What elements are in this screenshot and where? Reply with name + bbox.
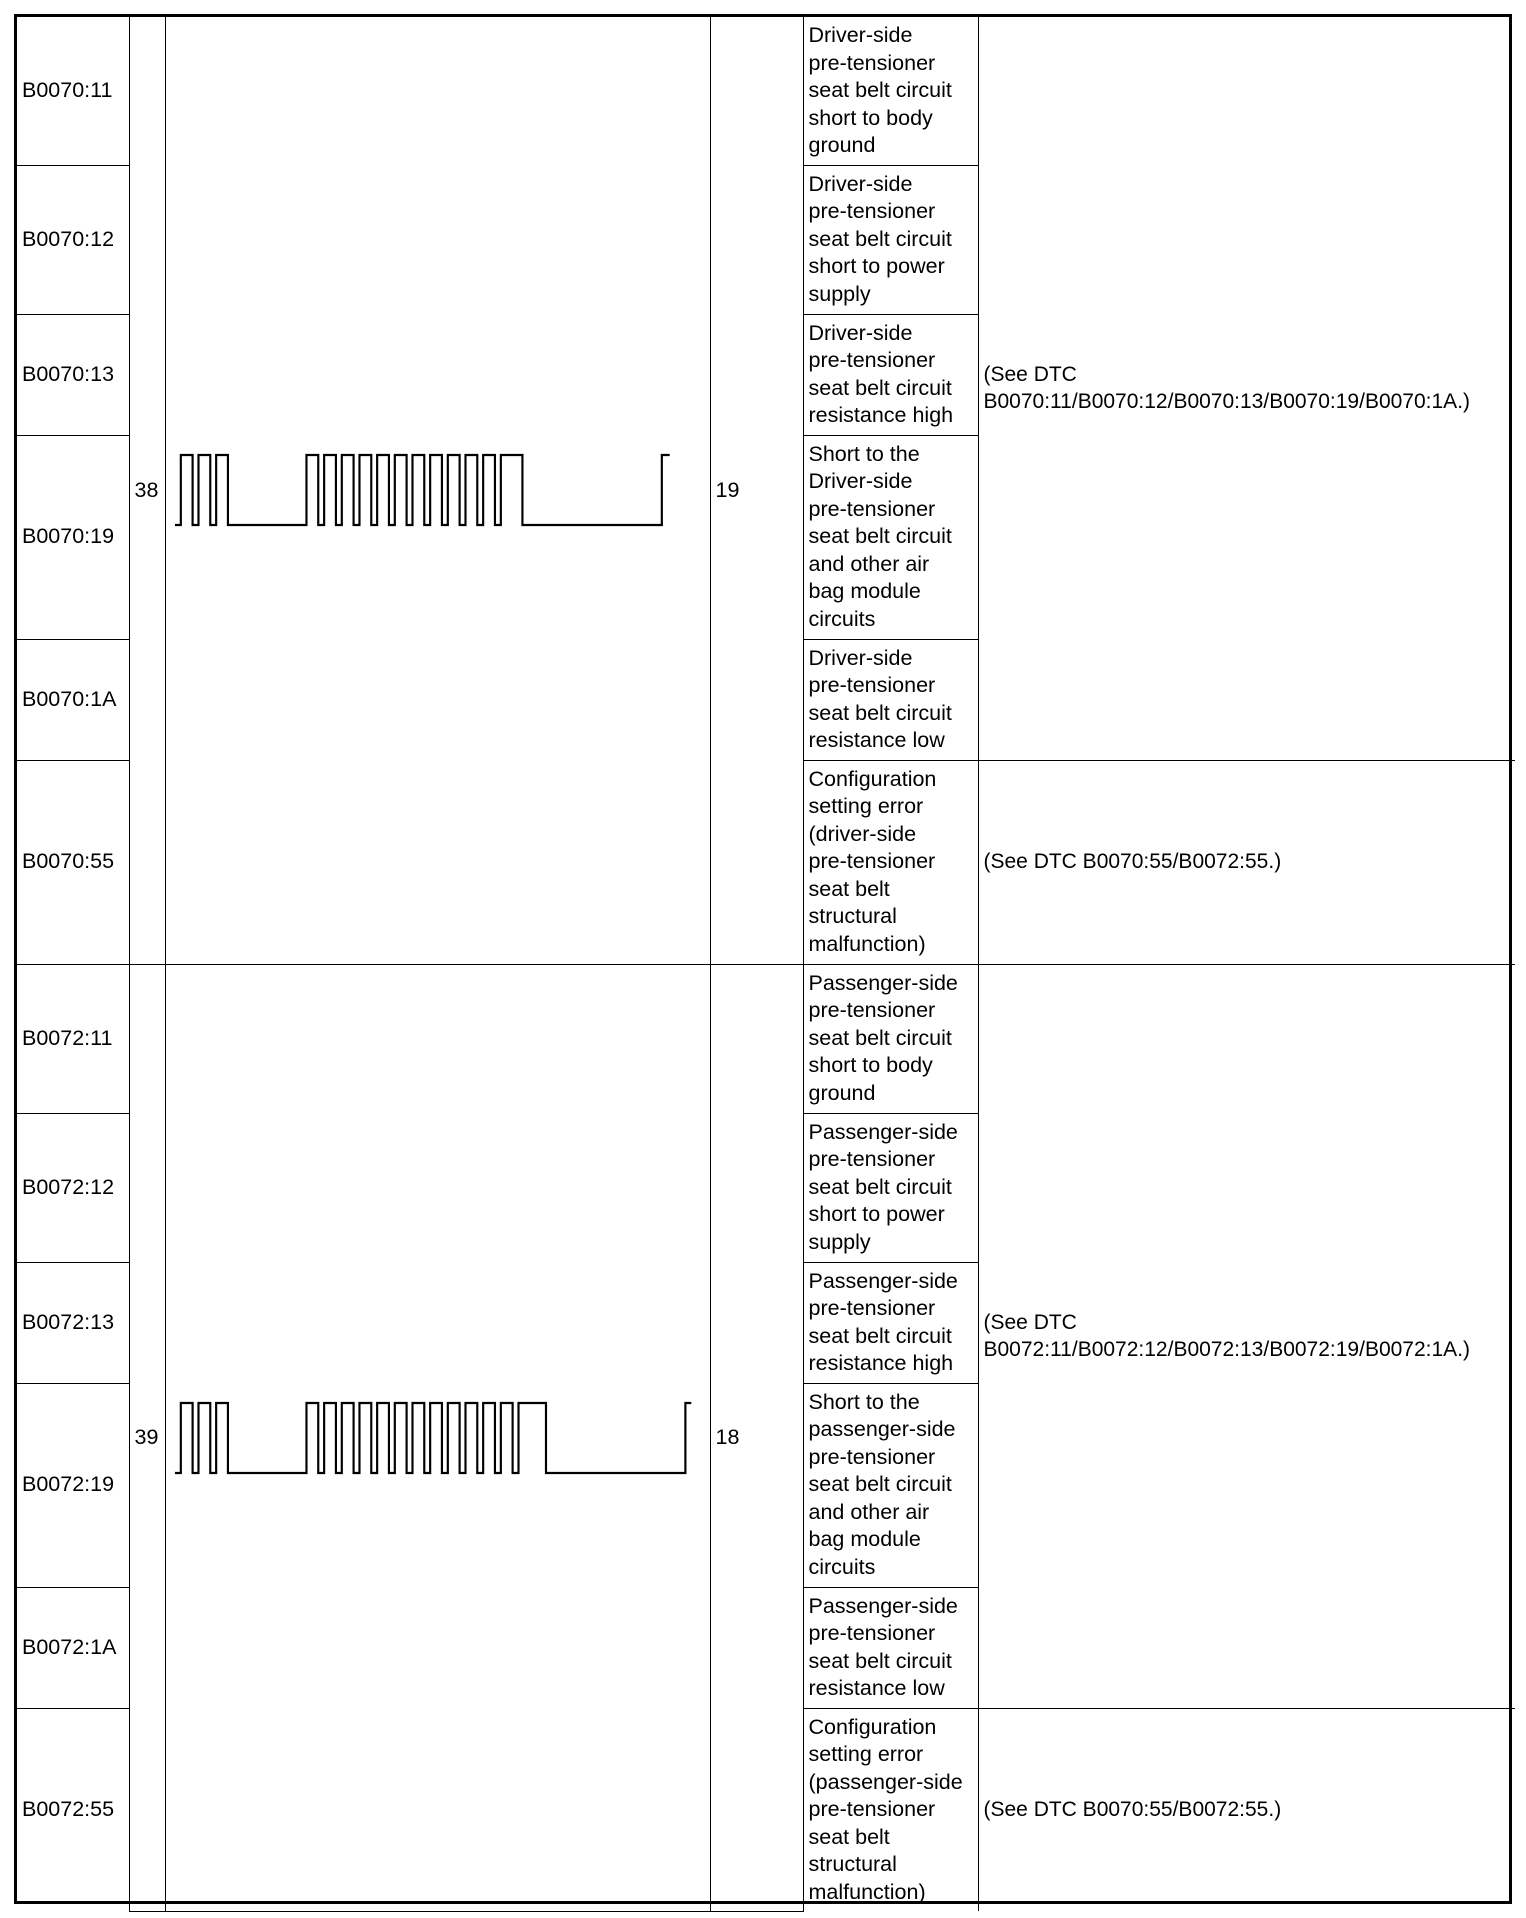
dtc-description <box>803 1587 978 1708</box>
dtc-code: B0070:19 <box>17 435 129 639</box>
description-line: Short to the <box>808 441 920 466</box>
counterpart-terminal-number: 18 <box>710 964 803 1911</box>
description-line: pre-tensioner <box>808 348 936 372</box>
description-line: short to power <box>808 1202 945 1227</box>
dtc-code: B0072:19 <box>17 1383 129 1587</box>
description-line: setting error <box>808 794 924 819</box>
description-line: seat belt circuit <box>808 78 952 102</box>
dtc-description <box>803 435 978 639</box>
dtc-code: B0072:11 <box>17 964 129 1113</box>
dtc-description <box>803 760 978 964</box>
description-line: Driver-side <box>808 23 913 47</box>
description-line: seat belt circuit <box>808 524 952 549</box>
pulse-waveform-diagram <box>171 455 706 525</box>
description-line: structural <box>808 904 897 929</box>
description-line: Configuration <box>808 766 937 791</box>
description-line: pre-tensioner <box>808 496 936 521</box>
description-line: ground <box>808 133 876 157</box>
waveform-line <box>174 455 669 525</box>
description-line: resistance low <box>808 728 945 752</box>
description-line: bag module <box>808 579 921 604</box>
dtc-description <box>803 17 978 165</box>
description-line: (passenger-side <box>808 1769 963 1794</box>
description-line: passenger-side <box>808 1417 956 1442</box>
description-line: seat belt circuit <box>808 1323 952 1348</box>
dtc-description <box>803 1113 978 1262</box>
counterpart-terminal-number: 19 <box>710 17 803 964</box>
description-line: Passenger-side <box>808 1593 958 1618</box>
waveform-cell <box>165 964 710 1911</box>
description-line: short to body <box>808 1053 933 1078</box>
description-line: circuits <box>808 606 876 631</box>
waveform-cell <box>165 17 710 964</box>
description-line: seat belt circuit <box>808 700 952 725</box>
dtc-code: B0072:55 <box>17 1708 129 1911</box>
description-line: pre-tensioner <box>808 1621 936 1645</box>
dtc-code: B0072:1A <box>17 1587 129 1708</box>
description-line: Passenger-side <box>808 1268 958 1293</box>
description-line: seat belt circuit <box>808 1472 952 1497</box>
dtc-table <box>17 17 1515 1912</box>
dtc-table-page <box>14 14 1512 1904</box>
dtc-code: B0070:1A <box>17 639 129 760</box>
reference-line: (See DTC B0070:55/B0072:55.) <box>983 1798 1282 1821</box>
description-line: resistance high <box>808 403 954 427</box>
dtc-code: B0070:12 <box>17 165 129 314</box>
reference-line: B0072:11/B0072:12/B0072:13/B0072:19/B0072:1A.) <box>983 1338 1471 1361</box>
dtc-code: B0072:12 <box>17 1113 129 1262</box>
terminal-number: 39 <box>129 964 165 1911</box>
reference-line: (See DTC <box>983 362 1077 386</box>
description-line: Driver-side <box>808 320 913 345</box>
reference-line: B0070:11/B0070:12/B0070:13/B0070:19/B0070:1A.) <box>983 390 1471 414</box>
description-line: circuits <box>808 1554 876 1579</box>
dtc-code: B0070:55 <box>17 760 129 964</box>
description-line: setting error <box>808 1742 924 1766</box>
description-line: seat belt circuit <box>808 1174 952 1199</box>
reference-line: (See DTC B0070:55/B0072:55.) <box>983 850 1282 874</box>
dtc-description <box>803 1708 978 1911</box>
description-line: and other air <box>808 551 930 576</box>
description-line: resistance low <box>808 1676 945 1700</box>
dtc-reference <box>978 17 1515 760</box>
description-line: seat belt <box>808 876 890 901</box>
description-line: Short to the <box>808 1389 920 1414</box>
description-line: seat belt circuit <box>808 1025 952 1050</box>
description-line: pre-tensioner <box>808 673 936 697</box>
description-line: malfunction) <box>808 1879 926 1904</box>
description-line: pre-tensioner <box>808 1444 936 1469</box>
description-line: seat belt <box>808 1824 890 1849</box>
description-line: Driver-side <box>808 469 913 494</box>
dtc-reference <box>978 964 1515 1708</box>
description-line: pre-tensioner <box>808 849 936 874</box>
description-line: resistance high <box>808 1351 954 1375</box>
dtc-description <box>803 964 978 1113</box>
terminal-number: 38 <box>129 17 165 964</box>
description-line: supply <box>808 1229 871 1254</box>
description-line: malfunction) <box>808 931 926 956</box>
dtc-code: B0072:13 <box>17 1262 129 1383</box>
description-line: Passenger-side <box>808 1119 958 1144</box>
reference-line: (See DTC <box>983 1310 1077 1334</box>
dtc-description <box>803 314 978 435</box>
description-line: pre-tensioner <box>808 199 936 224</box>
description-line: supply <box>808 281 871 306</box>
description-line: seat belt circuit <box>808 1648 952 1673</box>
dtc-description <box>803 639 978 760</box>
description-line: Passenger-side <box>808 970 958 995</box>
dtc-description <box>803 1262 978 1383</box>
pulse-waveform-diagram <box>171 1403 706 1473</box>
description-line: pre-tensioner <box>808 1296 936 1320</box>
description-line: bag module <box>808 1527 921 1552</box>
description-line: pre-tensioner <box>808 50 936 75</box>
description-line: and other air <box>808 1499 930 1524</box>
description-line: seat belt circuit <box>808 375 952 400</box>
dtc-description <box>803 165 978 314</box>
description-line: short to body <box>808 105 933 130</box>
description-line: Configuration <box>808 1714 937 1739</box>
description-line: seat belt circuit <box>808 226 952 251</box>
dtc-code: B0070:13 <box>17 314 129 435</box>
description-line: pre-tensioner <box>808 998 936 1023</box>
description-line: short to power <box>808 254 945 279</box>
description-line: pre-tensioner <box>808 1147 936 1172</box>
dtc-reference <box>978 760 1515 964</box>
description-line: pre-tensioner <box>808 1797 936 1821</box>
dtc-description <box>803 1383 978 1587</box>
dtc-code: B0070:11 <box>17 17 129 165</box>
table-row <box>17 17 1515 165</box>
waveform-line <box>174 1403 690 1473</box>
description-line: Driver-side <box>808 171 913 196</box>
description-line: Driver-side <box>808 645 913 670</box>
description-line: structural <box>808 1852 897 1876</box>
table-row <box>17 964 1515 1113</box>
description-line: ground <box>808 1080 876 1105</box>
dtc-reference <box>978 1708 1515 1911</box>
description-line: (driver-side <box>808 821 917 846</box>
